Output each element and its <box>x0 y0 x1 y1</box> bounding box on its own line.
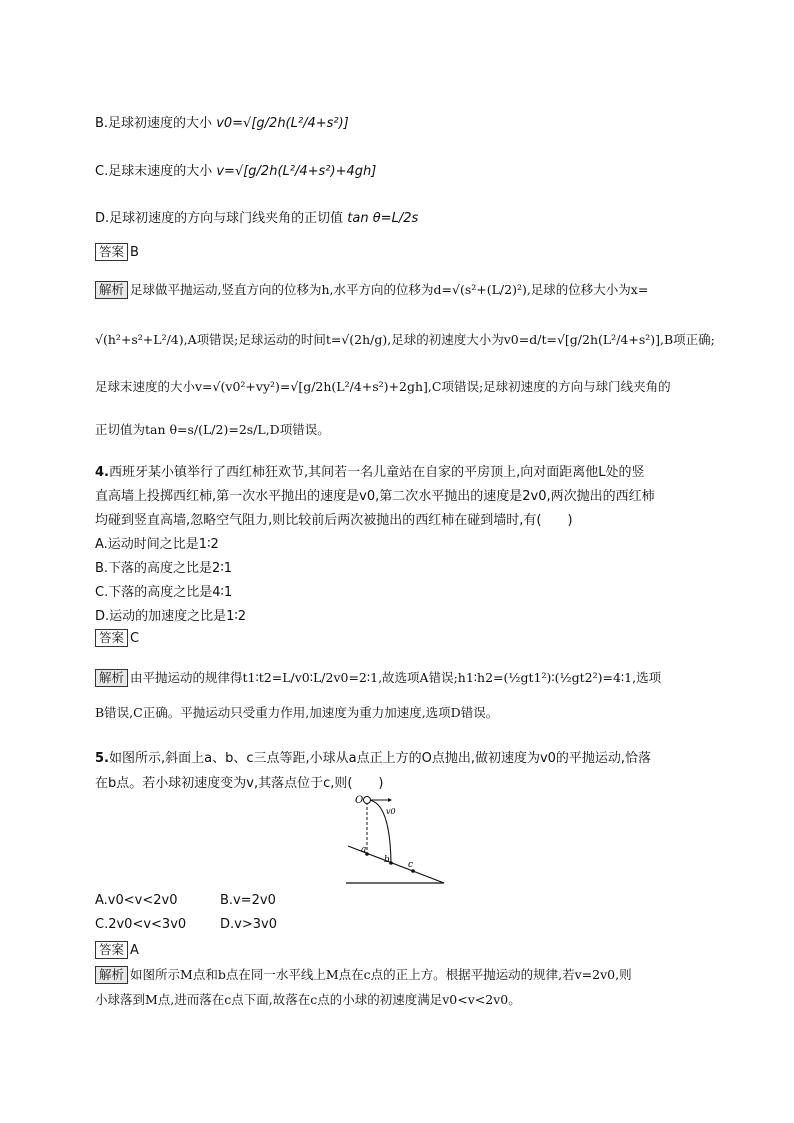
q5-option-b: B.v=2v0 <box>220 893 276 908</box>
analysis-text: 如图所示M点和b点在同一水平线上M点在c点的正上方。根据平抛运动的规律,若v=2v0,则 <box>130 967 632 982</box>
q5-stem-line-1 <box>95 747 651 766</box>
q3-analysis-line-4: 正切值为tan θ=s/(L/2)=2s/L,D项错误。 <box>95 422 330 437</box>
q4-stem-line-3: 均碰到竖直高墙,忽略空气阻力,则比较前后两次被抛出的西红柿在碰到墙时,有( ) <box>95 513 573 528</box>
label-v0: v0 <box>386 807 396 816</box>
q3-answer <box>95 243 139 261</box>
answer-value: A <box>130 943 139 958</box>
answer-label: 答案 <box>95 243 128 261</box>
q3-option-c-formula: v=√[g/2h(L²/4+s²)+4gh] <box>216 164 377 179</box>
q5-analysis-line-1 <box>95 965 632 984</box>
analysis-label: 解析 <box>95 281 128 299</box>
q3-analysis-line-1 <box>95 280 648 299</box>
q3-option-b-formula: v0=√[g/2h(L²/4+s²)] <box>216 116 349 131</box>
q4-analysis-line-2: B错误,C正确。平抛运动只受重力作用,加速度为重力加速度,选项D错误。 <box>95 705 499 720</box>
q4-option-d: D.运动的加速度之比是1∶2 <box>95 609 247 624</box>
analysis-text: 足球做平抛运动,竖直方向的位移为h,水平方向的位移为d=√(s²+(L/2)²),足球的位移大小为x= <box>130 282 649 297</box>
analysis-text: 由平抛运动的规律得t1∶t2=L/v0∶L/2v0=2∶1,故选项A错误;h1∶h2=(½gt1²)∶(½gt2²)=4∶1,选项 <box>130 670 662 685</box>
q5-stem-text: 如图所示,斜面上a、b、c三点等距,小球从a点正上方的O点抛出,做初速度为v0的平抛运动,恰落 <box>108 751 652 766</box>
q5-number: 5. <box>95 751 109 766</box>
label-a: a <box>361 845 367 855</box>
q5-option-d: D.v>3v0 <box>220 917 277 932</box>
q4-number: 4. <box>95 465 109 480</box>
q3-option-d-text: D.足球初速度的方向与球门线夹角的正切值 <box>95 211 344 226</box>
q4-stem-line-1 <box>95 461 645 480</box>
answer-label: 答案 <box>95 629 128 647</box>
q3-option-c <box>95 160 376 179</box>
label-c: c <box>408 860 414 870</box>
q5-stem-line-2: 在b点。若小球初速度变为v,其落点位于c,则( ) <box>95 776 384 791</box>
q4-option-a: A.运动时间之比是1∶2 <box>95 537 219 552</box>
q3-option-d <box>95 207 418 226</box>
q5-options-row-2 <box>95 917 277 932</box>
label-o: O <box>355 795 364 806</box>
q4-option-c: C.下落的高度之比是4∶1 <box>95 585 233 600</box>
ball-icon <box>364 797 371 804</box>
q5-figure-diagram <box>340 790 450 890</box>
q5-option-c: C.2v0<v<3v0 <box>95 917 187 932</box>
q3-option-b <box>95 112 349 131</box>
q5-option-a: A.v0<v<2v0 <box>95 893 178 908</box>
analysis-label: 解析 <box>95 966 128 984</box>
q3-option-c-text: C.足球末速度的大小 <box>95 164 213 179</box>
label-b: b <box>384 855 390 865</box>
q4-answer <box>95 629 139 647</box>
q4-stem-text: 西班牙某小镇举行了西红柿狂欢节,其间若一名儿童站在自家的平房顶上,向对面距离他L处的竖 <box>108 465 645 480</box>
q3-option-d-formula: tan θ=L/2s <box>347 211 419 226</box>
analysis-label: 解析 <box>95 669 128 687</box>
q4-analysis-line-1 <box>95 668 661 687</box>
answer-value: C <box>130 631 140 646</box>
q4-option-b: B.下落的高度之比是2∶1 <box>95 561 232 576</box>
answer-label: 答案 <box>95 941 128 959</box>
q3-option-b-text: B.足球初速度的大小 <box>95 116 213 131</box>
q5-answer <box>95 941 139 959</box>
q4-stem-line-2: 直高墙上投掷西红柿,第一次水平抛出的速度是v0,第二次水平抛出的速度是2v0,两次抛出的西红柿 <box>95 489 655 504</box>
velocity-arrowhead <box>388 798 392 802</box>
q3-analysis-line-3: 足球末速度的大小v=√(v0²+vy²)=√[g/2h(L²/4+s²)+2gh],C项错误;足球初速度的方向与球门线夹角的 <box>95 379 671 394</box>
q3-analysis-line-2: √(h²+s²+L²/4),A项错误;足球运动的时间t=√(2h/g),足球的初速度大小为v0=d/t=√[g/2h(L²/4+s²)],B项正确; <box>95 332 715 347</box>
answer-value: B <box>130 245 139 260</box>
q5-options-row-1 <box>95 893 276 908</box>
q5-analysis-line-2: 小球落到M点,进而落在c点下面,故落在c点的小球的初速度满足v0<v<2v0。 <box>95 992 521 1007</box>
